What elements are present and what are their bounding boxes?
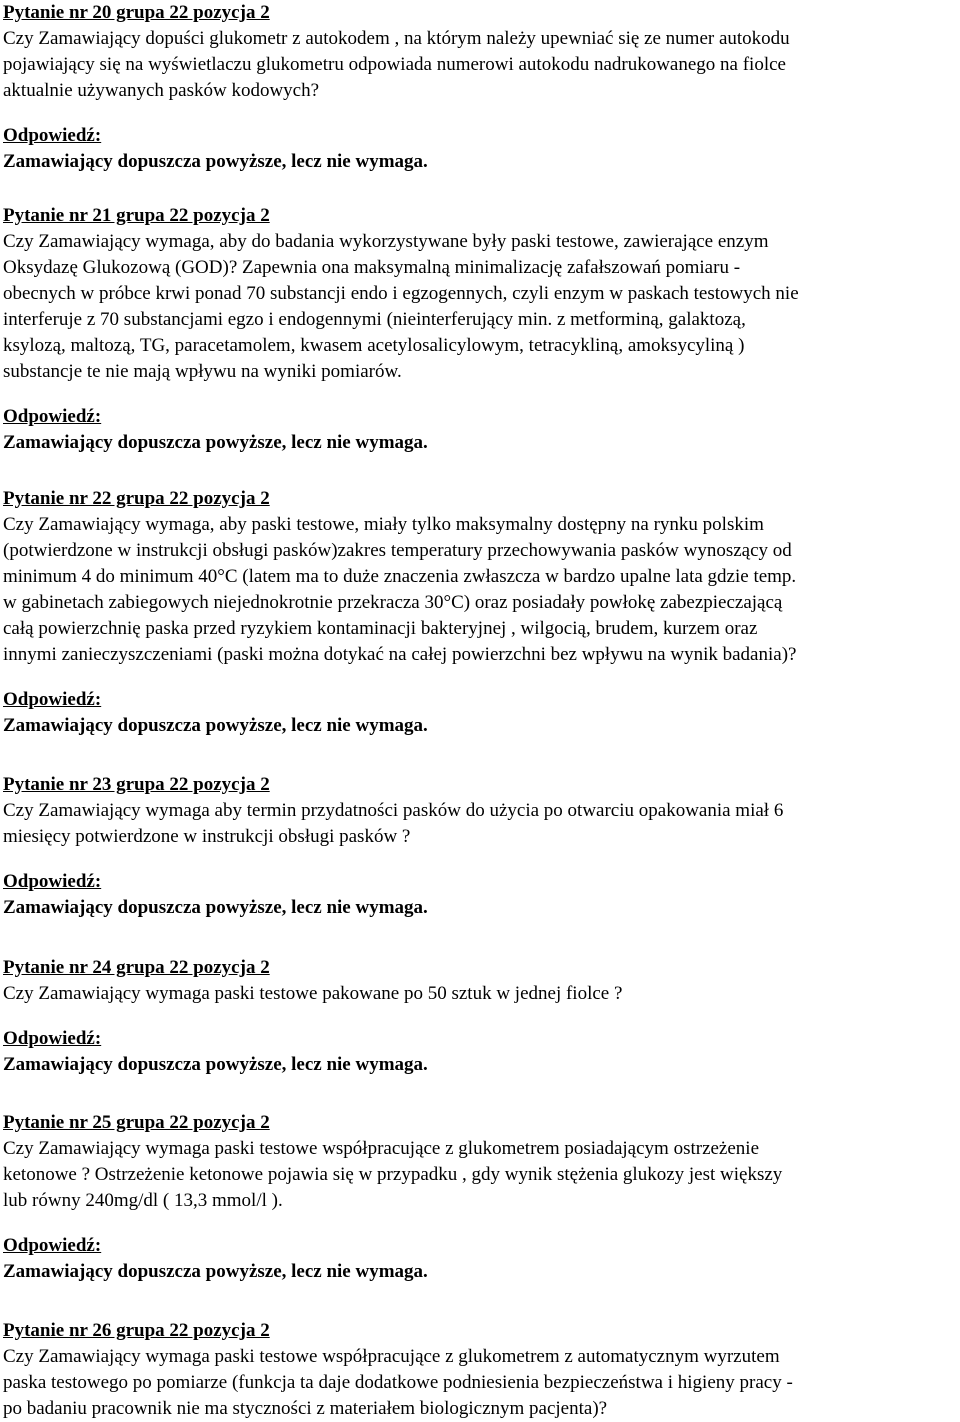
question-block-21 [3, 203, 960, 456]
question-title: Pytanie nr 22 grupa 22 pozycja 2 [3, 488, 270, 509]
question-line: Czy Zamawiający wymaga paski testowe pakowane po 50 sztuk w jednej fiolce ? [3, 983, 623, 1004]
question-line: Czy Zamawiający wymaga, aby do badania wykorzystywane były paski testowe, zawierające enzym [3, 231, 769, 252]
question-line: całą powierzchnię paska przed ryzykiem kontaminacji bakteryjnej , wilgocią, brudem, kurzem oraz [3, 618, 758, 639]
question-line: obecnych w próbce krwi ponad 70 substancji endo i egzogennych, czyli enzym w paskach testowych nie [3, 283, 799, 304]
question-line: Czy Zamawiający wymaga aby termin przydatności pasków do użycia po otwarciu opakowania miał 6 [3, 800, 784, 821]
question-line: interferuje z 70 substancjami egzo i endogennymi (nieinterferujący min. z metforminą, galaktozą, [3, 309, 746, 330]
answer-text: Zamawiający dopuszcza powyższe, lecz nie wymaga. [3, 1261, 428, 1282]
question-line: innymi zanieczyszczeniami (paski można dotykać na całej powierzchni bez wpływu na wynik badania)? [3, 644, 797, 665]
question-line: ksylozą, maltozą, TG, paracetamolem, kwasem acetylosalicylowym, tetracykliną, amoksycyliną ) [3, 335, 745, 356]
question-line: po badaniu pracownik nie ma styczności z materiałem biologicznym pacjenta)? [3, 1398, 608, 1419]
question-line: substancje te nie mają wpływu na wyniki pomiarów. [3, 361, 402, 382]
question-block-22 [3, 486, 960, 739]
question-block-24 [3, 955, 960, 1078]
question-title: Pytanie nr 20 grupa 22 pozycja 2 [3, 2, 270, 23]
answer-label: Odpowiedź: [3, 406, 102, 427]
question-text [3, 512, 960, 668]
question-line: Czy Zamawiający dopuści glukometr z autokodem , na którym należy upewniać się ze numer autokodu [3, 28, 790, 49]
question-line: w gabinetach zabiegowych niejednokrotnie przekracza 30°C) oraz posiadały powłokę zabezpieczającą [3, 592, 783, 613]
question-text [3, 981, 960, 1007]
question-line: minimum 4 do minimum 40°C (latem ma to duże znaczenia zwłaszcza w bardzo upalne lata gdzie temp. [3, 566, 797, 587]
question-line: Oksydazę Glukozową (GOD)? Zapewnia ona maksymalną minimalizację zafałszowań pomiaru - [3, 257, 741, 278]
answer-label: Odpowiedź: [3, 1028, 102, 1049]
question-block-26 [3, 1318, 960, 1422]
answer-text: Zamawiający dopuszcza powyższe, lecz nie wymaga. [3, 715, 428, 736]
question-text [3, 1136, 960, 1214]
question-text [3, 798, 960, 850]
question-line: lub równy 240mg/dl ( 13,3 mmol/l ). [3, 1190, 283, 1211]
question-line: miesięcy potwierdzone w instrukcji obsługi pasków ? [3, 826, 411, 847]
question-title: Pytanie nr 26 grupa 22 pozycja 2 [3, 1320, 270, 1341]
question-line: paska testowego po pomiarze (funkcja ta daje dodatkowe podniesienia bezpieczeństwa i higieny pracy - [3, 1372, 793, 1393]
answer-text: Zamawiający dopuszcza powyższe, lecz nie wymaga. [3, 151, 428, 172]
question-block-20 [3, 0, 960, 175]
question-title: Pytanie nr 23 grupa 22 pozycja 2 [3, 774, 270, 795]
answer-text: Zamawiający dopuszcza powyższe, lecz nie wymaga. [3, 1054, 428, 1075]
answer-text: Zamawiający dopuszcza powyższe, lecz nie wymaga. [3, 897, 428, 918]
question-text [3, 229, 960, 385]
question-block-25 [3, 1110, 960, 1285]
answer-label: Odpowiedź: [3, 125, 102, 146]
question-line: (potwierdzone w instrukcji obsługi pasków)zakres temperatury przechowywania pasków wynoszący od [3, 540, 792, 561]
question-line: Czy Zamawiający wymaga, aby paski testowe, miały tylko maksymalny dostępny na rynku polskim [3, 514, 764, 535]
answer-label: Odpowiedź: [3, 1235, 102, 1256]
question-block-23 [3, 772, 960, 921]
answer-label: Odpowiedź: [3, 871, 102, 892]
question-line: ketonowe ? Ostrzeżenie ketonowe pojawia się w przypadku , gdy wynik stężenia glukozy jest większy [3, 1164, 783, 1185]
question-line: pojawiający się na wyświetlaczu glukometru odpowiada numerowi autokodu nadrukowanego na fiolce [3, 54, 786, 75]
question-text [3, 26, 960, 104]
answer-label: Odpowiedź: [3, 689, 102, 710]
question-title: Pytanie nr 25 grupa 22 pozycja 2 [3, 1112, 270, 1133]
question-line: aktualnie używanych pasków kodowych? [3, 80, 320, 101]
answer-text: Zamawiający dopuszcza powyższe, lecz nie wymaga. [3, 432, 428, 453]
question-title: Pytanie nr 24 grupa 22 pozycja 2 [3, 957, 270, 978]
question-line: Czy Zamawiający wymaga paski testowe współpracujące z glukometrem z automatycznym wyrzutem [3, 1346, 780, 1367]
question-title: Pytanie nr 21 grupa 22 pozycja 2 [3, 205, 270, 226]
question-line: Czy Zamawiający wymaga paski testowe współpracujące z glukometrem posiadającym ostrzeżenie [3, 1138, 760, 1159]
question-text [3, 1344, 960, 1422]
